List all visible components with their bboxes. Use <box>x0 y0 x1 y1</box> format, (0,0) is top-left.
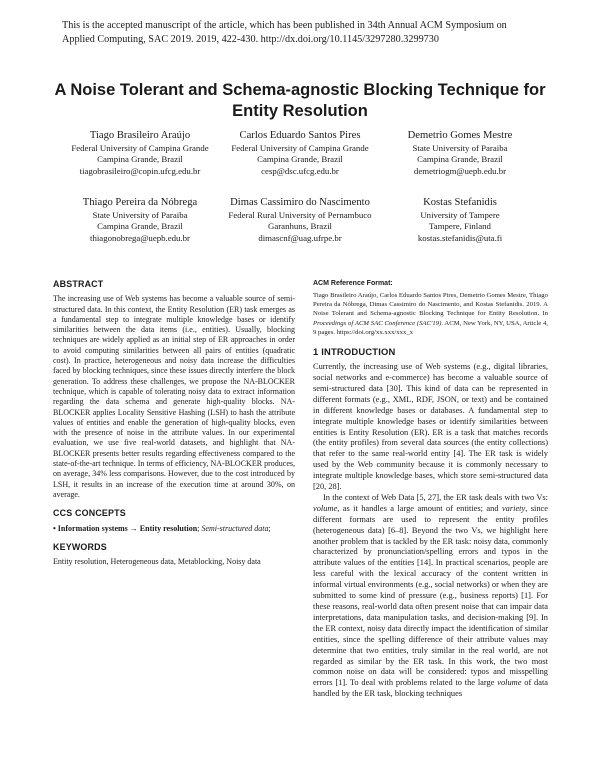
ccs-separator: ; <box>197 523 202 533</box>
ccs-bold: • Information systems → Entity resolution <box>53 523 198 533</box>
intro-p2-part: , since different formats are used to represent the entity profiles (heterogeneous data) [6–8]. Beyond the two Vs, we highlight here another problem that is tackled by the ER task: noisy data, commonly characterized by pronunciation/spelling errors and typos in the attribute values of the entities [14]. In practical scenarios, people are less careful with the lexical accuracy of the content written in informal virtual environments (e.g., social networks) or when they are submitted to some kind of pressure (e.g., business reports) [1]. For these reasons, real-world data often present noise that can impair data interpretations, data manipulation tasks, and decision-making [9]. In the ER context, noisy data directly impact the identification of similar entities, since the spelling difference of their attribute values may determine that two entities, truly similar in the real world, are not regarded as similar by the ER task. In this work, the two most common noise on data will be considered: typos and misspelling errors [1]. To deal with problems related to the large <box>313 503 548 688</box>
abstract-text: The increasing use of Web systems has become a valuable source of semi-structured data. In this context, the Entity Resolution (ER) task emerges as a fundamental step to integrate multiple knowledge bases or identify similarities between the data items (i.e., entities). Usually, blocking techniques are widely applied as an initial step of ER approaches in order to avoid computing similarities between all pairs of entities (quadratic cost). In practice, heterogeneous and noisy data increase the difficulties faced by blocking techniques, since these issues directly interfere the block generation. To address these challenges, we propose the NA-BLOCKER technique, which is capable of tolerating noisy data to extract information regarding the data schema and generate high-quality blocks. NA-BLOCKER applies Locality Sensitive Hashing (LSH) to hash the attribute values of entities and enable the generation of high-quality blocks, even with the presence of noise in the attribute values. In our experimental evaluation, we use five real-world datasets, and highlight that NA-BLOCKER presents better results regarding effectiveness compared to the state-of-the-art technique. In terms of efficiency, NA-BLOCKER produces, on average, 34% less comparisons. However, due to the cost introduced by LSH, it results in an increase of the execution time at around 30%, on average. <box>53 294 295 499</box>
ccs-end: ; <box>268 523 271 533</box>
ccs-italic: Semi-structured data <box>201 523 269 533</box>
author-email: tiagobrasileiro@copin.ufcg.edu.br <box>79 165 201 176</box>
author-block <box>220 130 380 177</box>
author-location: Garanhuns, Brazil <box>267 221 332 232</box>
introduction-heading: 1 INTRODUCTION <box>313 345 396 357</box>
intro-p2-part: , as it handles a large amount of entities; and <box>337 503 502 513</box>
ref-format-text <box>313 291 548 336</box>
intro-p2-part: In the context of Web Data [5, 27], the ER task deals with two Vs: <box>323 492 548 502</box>
ref-format-heading: ACM Reference Format: <box>313 280 393 287</box>
author-block <box>60 197 220 244</box>
intro-paragraph-2 <box>313 493 548 700</box>
author-location: Campina Grande, Brazil <box>97 221 183 232</box>
intro-paragraph-1: Currently, the increasing use of Web systems (e.g., digital libraries, social networks and e-commerce) has become a valuable source of semi-structured data [30]. This kind of data can be represented in different formats (e.g., XML, RDF, JSON, or text) and be contained in different knowledge bases or databases. A fundamental step to integrate multiple knowledge bases or identify similarities between entities is Entity Resolution (ER). ER is a task that matches records (the entity profiles) from several data sources (the entity collections) that refer to the same real-world entity [4]. The ER task is widely used by the Web community because it is commonly necessary to integrate multiple knowledge bases, which store semi-structured data [20, 28]. <box>313 362 548 492</box>
author-affiliation: Federal Rural University of Pernambuco <box>228 210 372 220</box>
keywords-heading: KEYWORDS <box>53 541 107 552</box>
author-location: Campina Grande, Brazil <box>417 154 503 165</box>
right-column <box>313 279 548 700</box>
intro-p2-emph: volume <box>497 678 522 688</box>
ref-format-venue: Proceedings of ACM SAC Conference (SAC'19) <box>313 319 442 327</box>
author-name: Demetrio Gomes Mestre <box>407 130 513 141</box>
author-location: Campina Grande, Brazil <box>97 154 183 165</box>
intro-p2-emph: variety <box>501 503 526 513</box>
author-name: Kostas Stefanidis <box>423 197 497 208</box>
keywords-text: Entity resolution, Heterogeneous data, Metablocking, Noisy data <box>53 557 261 567</box>
intro-p2-part: of data handled by the ER task, blocking techniques <box>313 678 548 699</box>
author-name: Thiago Pereira da Nóbrega <box>82 197 198 208</box>
paper-title: A Noise Tolerant and Schema-agnostic Blocking Technique for Entity Resolution <box>54 81 546 120</box>
author-affiliation: Federal University of Campina Grande <box>71 143 209 153</box>
author-affiliation: State University of Paraiba <box>92 210 188 220</box>
ref-format-pre: Tiago Brasileiro Araújo, Carlos Eduardo Santos Pires, Demetrio Gomes Mestre, Thiago Pereira da Nóbrega, Dimas Cassimiro do Nascimento, and Kostas Stefanidis. 2019. A Noise Tolerant and Schema-agnostic Blocking Technique for Entity Resolution. In <box>313 292 548 318</box>
left-column <box>53 279 295 567</box>
author-name: Dimas Cassimiro do Nascimento <box>230 197 370 208</box>
author-block <box>60 130 220 177</box>
author-affiliation: University of Tampere <box>420 210 500 220</box>
author-name: Carlos Eduardo Santos Pires <box>239 130 361 141</box>
publication-notice: This is the accepted manuscript of the article, which has been published in 34th Annual ACM Symposium on Applied Computing, SAC 2019. 2019, 422-430. http://dx.doi.org/10.1145/3297280.3299730 <box>62 20 507 45</box>
intro-p2-emph: volume <box>313 503 338 513</box>
author-block <box>380 197 540 244</box>
abstract-heading: ABSTRACT <box>53 279 104 289</box>
author-block <box>220 197 380 244</box>
author-block <box>380 130 540 177</box>
author-email: cesp@dsc.ufcg.edu.br <box>261 165 339 176</box>
author-location: Campina Grande, Brazil <box>257 154 343 165</box>
author-email: kostas.stefanidis@uta.fi <box>417 232 503 243</box>
ref-format-post: . ACM, New York, NY, USA, Article 4, 9 pages. https://doi.org/xx.xxx/xxx_x <box>313 319 548 336</box>
ccs-heading: CCS CONCEPTS <box>53 508 126 519</box>
author-location: Tampere, Finland <box>429 221 491 232</box>
author-affiliation: State University of Paraiba <box>412 143 508 153</box>
author-name: Tiago Brasileiro Araújo <box>89 130 191 141</box>
ccs-text <box>53 524 295 534</box>
author-email: thiagonobrega@uepb.edu.br <box>90 232 190 243</box>
author-email: dimascnf@uag.ufrpe.br <box>258 232 342 243</box>
author-affiliation: Federal University of Campina Grande <box>231 143 369 153</box>
author-email: demetriogm@uepb.edu.br <box>413 165 507 176</box>
